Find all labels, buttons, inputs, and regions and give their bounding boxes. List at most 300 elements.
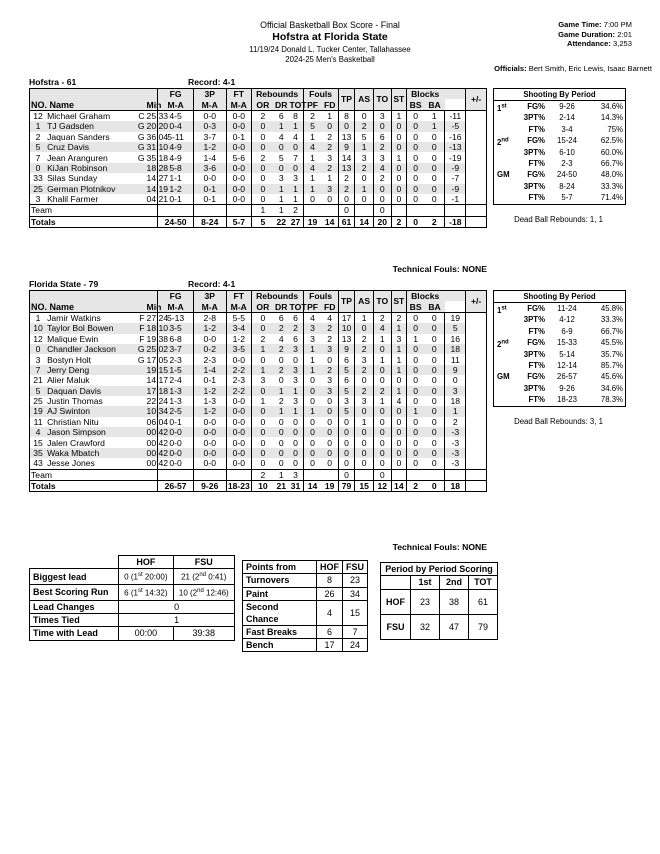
- player-bs: 0: [407, 417, 425, 427]
- lead-changes-value: 0: [119, 600, 235, 613]
- player-fd: 3: [327, 344, 333, 355]
- player-row: [30, 132, 487, 142]
- player-or: 0: [251, 458, 274, 469]
- totals-fg: 26-57: [158, 481, 193, 492]
- shooting-percent: 45.8%: [600, 304, 623, 313]
- 3p-header: 3P: [193, 89, 226, 100]
- biggest-lead-fsu: 21 (2nd 0:41): [173, 569, 234, 585]
- player-or: 0: [251, 312, 274, 323]
- shooting-stat-label: FT%: [528, 158, 545, 168]
- player-tot: 3: [293, 364, 298, 375]
- shooting-stat-label: FT%: [528, 124, 545, 134]
- player-bs: 0: [407, 354, 425, 364]
- player-number: 12: [30, 110, 47, 121]
- box-score-florida-state: [29, 290, 487, 492]
- player-ba: 0: [431, 406, 437, 417]
- player-ba: 0: [431, 152, 437, 163]
- player-bs: 0: [407, 121, 425, 131]
- player-tot: 4: [293, 131, 298, 142]
- player-tot: 1: [293, 385, 298, 396]
- player-name: Jason Simpson: [47, 427, 106, 438]
- player-bs: 0: [407, 110, 425, 121]
- shooting-made-attempted: 15-33: [557, 338, 577, 348]
- shooting-made-attempted: 24-50: [557, 170, 577, 180]
- player-number: 19: [30, 406, 47, 416]
- rebounds-header: Rebounds: [251, 291, 303, 302]
- player-3p: 0-3: [193, 121, 226, 131]
- player-as: 5: [355, 132, 374, 142]
- team-or: 2: [251, 469, 274, 480]
- player-ft: 0-0: [226, 142, 251, 152]
- points-from-label: Paint: [243, 587, 317, 600]
- period-score: 47: [440, 614, 469, 639]
- player-fd: 0: [327, 396, 333, 407]
- player-as: 0: [355, 448, 374, 458]
- player-or: 0: [251, 323, 274, 333]
- points-from-label: Bench: [243, 639, 317, 652]
- game-duration-label: Game Duration:: [558, 29, 616, 39]
- totals-pf: 14: [303, 481, 322, 492]
- player-name: KiJan Robinson: [47, 162, 108, 173]
- totals-as: 15: [355, 481, 374, 492]
- player-fd: 0: [327, 416, 333, 427]
- player-ba: 0: [431, 448, 437, 459]
- player-min: 31:10: [146, 142, 169, 153]
- shooting-row: [494, 181, 625, 192]
- player-ba: 0: [431, 437, 437, 448]
- player-min: 25:02: [146, 344, 169, 355]
- lead-col-hof: HOF: [119, 556, 173, 569]
- player-as: 0: [355, 110, 374, 121]
- player-row: [30, 142, 487, 152]
- period-score: 32: [411, 614, 440, 639]
- totals-ba: 0: [431, 481, 437, 492]
- player-fd: 3: [327, 152, 333, 163]
- pf-header: PF: [303, 301, 322, 312]
- player-tp: 0: [338, 194, 355, 205]
- shooting-stat-label: 3PT%: [523, 349, 545, 359]
- player-to: 3: [373, 152, 391, 162]
- shooting-percent: 62.5%: [600, 136, 623, 146]
- player-tot: 3: [293, 375, 298, 386]
- player-min: 14:19: [146, 183, 169, 194]
- player-dr: 1: [278, 406, 284, 417]
- totals-fg: 24-50: [158, 216, 193, 227]
- player-ft: 2-2: [226, 386, 251, 396]
- player-to: 0: [373, 458, 391, 469]
- player-tp: 10: [338, 323, 355, 333]
- player-fg: 5-13: [158, 312, 193, 323]
- player-to: 4: [373, 323, 391, 333]
- player-name: Jerry Deng: [47, 364, 90, 375]
- player-ft: 5-5: [226, 312, 251, 323]
- player-name: Chandler Jackson G: [47, 344, 145, 355]
- player-tot: 7: [293, 152, 298, 163]
- team-record-hofstra: Record: 4-1: [188, 77, 236, 87]
- player-min: 00:42: [146, 448, 169, 459]
- player-bs: 0: [407, 375, 425, 385]
- period-team: HOF: [381, 589, 411, 614]
- player-position: C: [138, 110, 145, 121]
- player-or: 0: [251, 354, 274, 364]
- player-row: [30, 334, 487, 344]
- player-position: G: [137, 121, 145, 132]
- shooting-row: [494, 349, 625, 360]
- shooting-row: [494, 360, 625, 371]
- points-hof: 26: [317, 587, 343, 600]
- player-tot: 0: [293, 437, 298, 448]
- player-ba: 0: [431, 323, 437, 334]
- points-from-label: Second Chance: [243, 600, 317, 625]
- totals-3p: 9-26: [193, 481, 226, 492]
- game-title: Hofstra at Florida State: [272, 31, 388, 43]
- period-label: 2nd: [497, 339, 509, 349]
- player-ba: 0: [431, 194, 437, 205]
- player-to: 0: [373, 427, 391, 437]
- player-3p: 0-2: [193, 344, 226, 354]
- player-tot: 0: [293, 448, 298, 459]
- shooting-made-attempted: 5-14: [559, 349, 575, 359]
- game-venue: 11/19/24 Donald L. Tucker Center, Tallahassee: [249, 45, 411, 54]
- totals-tot: 27: [290, 216, 301, 227]
- player-number: 10: [30, 323, 47, 333]
- player-row: [30, 365, 487, 375]
- player-tp: 2: [338, 184, 355, 194]
- ft-ma-header: M-A: [226, 301, 251, 312]
- points-hof: 8: [317, 574, 343, 587]
- player-tot: 6: [293, 333, 298, 344]
- to-header: TO: [373, 291, 391, 313]
- player-fd: 3: [327, 385, 333, 396]
- technical-fouls-florida-state: Technical Fouls: NONE: [392, 542, 487, 552]
- totals-row: [30, 216, 487, 227]
- player-fg: 6-8: [158, 334, 193, 344]
- player-dr: 4: [278, 131, 284, 142]
- best-run-label: Best Scoring Run: [30, 584, 119, 600]
- player-bs: 1: [407, 334, 425, 344]
- player-fg: 5-8: [158, 163, 193, 173]
- player-fd: 3: [327, 183, 333, 194]
- player-fg: 4-9: [158, 142, 193, 152]
- player-st: 0: [391, 437, 407, 447]
- player-bs: 0: [407, 344, 425, 354]
- or-header: OR: [251, 99, 274, 110]
- player-position: G: [137, 344, 145, 355]
- totals-tp: 79: [338, 481, 355, 492]
- shooting-made-attempted: 11-24: [557, 304, 577, 313]
- player-dr: 1: [278, 121, 284, 132]
- player-row: [30, 163, 487, 173]
- player-plus-minus: -3: [445, 448, 466, 458]
- player-tp: 13: [338, 334, 355, 344]
- player-pf: 1: [303, 132, 322, 142]
- player-min: 14:27: [146, 173, 169, 184]
- player-ft: 0-0: [226, 406, 251, 416]
- player-or: 0: [251, 437, 274, 447]
- player-ba: 0: [431, 131, 437, 142]
- shooting-made-attempted: 6-9: [561, 326, 573, 336]
- player-number: 2: [30, 132, 47, 142]
- player-st: 4: [391, 396, 407, 406]
- shooting-percent: 35.7%: [600, 349, 623, 359]
- player-fg: 0-0: [158, 448, 193, 458]
- period-col: 2nd: [440, 576, 469, 589]
- player-dr: 0: [278, 162, 284, 173]
- player-tp: 3: [338, 396, 355, 406]
- player-as: 0: [355, 375, 374, 385]
- player-ft: 0-0: [226, 448, 251, 458]
- shooting-by-period-florida-state: [493, 290, 626, 407]
- player-ft: 2-2: [226, 365, 251, 375]
- totals-or: 5: [251, 216, 274, 227]
- totals-bs: 2: [407, 481, 425, 492]
- period-col: TOT: [469, 576, 498, 589]
- attendance-label: Attendance:: [566, 39, 611, 48]
- player-ft: 3-5: [226, 344, 251, 354]
- totals-tp: 61: [338, 216, 355, 227]
- player-plus-minus: -3: [445, 458, 466, 469]
- shooting-row: [494, 135, 625, 146]
- player-fg: 1-1: [158, 173, 193, 183]
- player-tp: 14: [338, 152, 355, 162]
- player-number: 15: [30, 437, 47, 447]
- player-fg: 1-5: [158, 365, 193, 375]
- team-dr: 1: [278, 205, 284, 216]
- player-pf: 0: [303, 437, 322, 447]
- player-tot: 1: [293, 406, 298, 417]
- player-fd: 0: [327, 194, 333, 205]
- player-3p: 0-0: [193, 173, 226, 183]
- player-tot: 3: [293, 173, 298, 184]
- player-min: 18:10: [146, 323, 169, 334]
- points-fsu: 23: [343, 574, 368, 587]
- player-ft: 2-3: [226, 375, 251, 385]
- player-ft: 0-0: [226, 354, 251, 364]
- player-name: Cruz Davis G: [47, 142, 145, 153]
- shooting-percent: 75%: [607, 124, 623, 134]
- player-tp: 0: [338, 437, 355, 447]
- player-tot: 6: [293, 312, 298, 323]
- player-bs: 0: [407, 163, 425, 173]
- player-as: 0: [355, 406, 374, 416]
- shooting-row: [494, 337, 625, 348]
- player-dr: 6: [278, 312, 284, 323]
- player-bs: 0: [407, 152, 425, 162]
- player-ft: 0-0: [226, 110, 251, 121]
- player-ft: 0-0: [226, 184, 251, 194]
- player-as: 1: [355, 312, 374, 323]
- fg-ma-header: M-A: [158, 301, 193, 312]
- player-pf: 1: [303, 152, 322, 162]
- player-number: 35: [30, 448, 47, 458]
- player-st: 1: [391, 152, 407, 162]
- shooting-stat-label: 3PT%: [523, 113, 545, 123]
- player-fg: 0-1: [158, 417, 193, 427]
- times-tied-value: 1: [119, 613, 235, 626]
- player-3p: 0-0: [193, 334, 226, 344]
- player-dr: 0: [278, 437, 284, 448]
- player-row: [30, 323, 487, 333]
- officials-names: Bert Smith, Eric Lewis, Isaac Barnett: [528, 64, 652, 73]
- player-pf: 1: [303, 184, 322, 194]
- player-or: 0: [251, 427, 274, 437]
- player-bs: 0: [407, 142, 425, 152]
- shooting-row: [494, 124, 625, 135]
- shooting-stat-label: FG%: [527, 338, 545, 348]
- player-number: 7: [30, 365, 47, 375]
- player-row: [30, 173, 487, 183]
- shooting-made-attempted: 9-26: [559, 102, 575, 111]
- shooting-stat-label: 3PT%: [523, 181, 545, 191]
- totals-dr: 21: [276, 481, 287, 492]
- player-st: 1: [391, 323, 407, 333]
- player-fd: 1: [327, 173, 333, 184]
- player-to: 0: [373, 121, 391, 131]
- st-header: ST: [391, 89, 407, 111]
- player-fd: 2: [327, 162, 333, 173]
- player-number: 4: [30, 427, 47, 437]
- totals-ft: 18-23: [227, 481, 250, 492]
- no-name-header: NO. Name: [30, 99, 146, 110]
- player-min: 19:38: [146, 333, 169, 344]
- player-3p: 0-1: [193, 194, 226, 205]
- player-as: 3: [355, 152, 374, 162]
- times-tied-label: Times Tied: [30, 613, 119, 626]
- points-hof: 6: [317, 625, 343, 638]
- fd-header: FD: [323, 301, 336, 312]
- fg-ma-header: M-A: [158, 99, 193, 110]
- player-pf: 0: [303, 386, 322, 396]
- player-min: 00:42: [146, 427, 169, 438]
- time-with-lead-hof: 00:00: [119, 627, 173, 640]
- player-3p: 3-6: [193, 163, 226, 173]
- player-fg: 1-3: [158, 386, 193, 396]
- team-record-florida-state: Record: 4-1: [188, 279, 236, 289]
- player-st: 0: [391, 406, 407, 416]
- blocks-header: Blocks: [407, 89, 466, 100]
- shooting-made-attempted: 3-4: [561, 124, 573, 134]
- period-label: 1st: [497, 103, 507, 113]
- player-row: [30, 386, 487, 396]
- player-st: 1: [391, 344, 407, 354]
- player-or: 2: [251, 334, 274, 344]
- player-ft: 1-2: [226, 334, 251, 344]
- player-dr: 2: [278, 323, 284, 334]
- player-ba: 0: [431, 344, 437, 355]
- player-st: 1: [391, 354, 407, 364]
- period-label: 2nd: [497, 137, 509, 147]
- player-fd: 2: [327, 142, 333, 153]
- shooting-made-attempted: 12-14: [557, 360, 577, 370]
- points-from-row: [243, 587, 368, 600]
- player-to: 0: [373, 448, 391, 458]
- shooting-percent: 71.4%: [600, 193, 623, 203]
- player-3p: 0-1: [193, 184, 226, 194]
- player-plus-minus: 11: [445, 354, 466, 364]
- player-to: 0: [373, 344, 391, 354]
- shooting-row: [494, 101, 625, 112]
- player-as: 0: [355, 427, 374, 437]
- player-ba: 0: [431, 416, 437, 427]
- shooting-made-attempted: 2-14: [559, 113, 575, 123]
- player-tot: 0: [293, 416, 298, 427]
- totals-ft: 5-7: [226, 216, 251, 227]
- player-st: 0: [391, 458, 407, 469]
- totals-to: 20: [373, 216, 391, 227]
- player-as: 3: [355, 396, 374, 406]
- dead-ball-rebounds-hofstra: Dead Ball Rebounds: 1, 1: [514, 215, 603, 224]
- player-tp: 0: [338, 458, 355, 469]
- min-header: Min: [146, 99, 162, 110]
- shooting-made-attempted: 8-24: [559, 181, 575, 191]
- period-team: FSU: [381, 614, 411, 639]
- player-dr: 0: [278, 375, 284, 386]
- player-as: 2: [355, 344, 374, 354]
- player-to: 0: [373, 437, 391, 447]
- game-duration: 2:01: [617, 29, 632, 39]
- player-3p: 2-8: [193, 312, 226, 323]
- shooting-stat-label: FG%: [527, 136, 545, 146]
- player-tp: 17: [338, 312, 355, 323]
- player-dr: 5: [278, 152, 284, 163]
- player-name: AJ Swinton: [47, 406, 91, 417]
- player-dr: 1: [278, 183, 284, 194]
- points-fsu: 15: [343, 600, 368, 625]
- dr-header: DR: [275, 99, 288, 110]
- dead-ball-rebounds-florida-state: Dead Ball Rebounds: 3, 1: [514, 417, 603, 426]
- points-from-row: [243, 625, 368, 638]
- team-tp: 0: [338, 205, 355, 216]
- player-or: 0: [251, 406, 274, 416]
- player-tot: 3: [293, 396, 298, 407]
- totals-st: 2: [391, 216, 407, 227]
- shooting-row: [494, 147, 625, 158]
- ft-header: FT: [226, 291, 251, 302]
- player-name: Jaquan Sanders G: [47, 131, 145, 142]
- player-fd: 0: [327, 458, 333, 469]
- player-plus-minus: 19: [445, 312, 466, 323]
- player-fg: 0-0: [158, 437, 193, 447]
- player-dr: 6: [278, 110, 284, 121]
- player-as: 2: [355, 121, 374, 131]
- player-number: 33: [30, 173, 47, 183]
- player-min: 06:04: [146, 416, 169, 427]
- player-or: 0: [251, 194, 274, 205]
- shooting-percent: 66.7%: [600, 326, 623, 336]
- player-bs: 0: [407, 173, 425, 183]
- totals-fd: 14: [324, 216, 335, 227]
- player-pf: 5: [303, 121, 322, 131]
- player-as: 3: [355, 354, 374, 364]
- player-fg: 0-0: [158, 458, 193, 469]
- team-dr: 1: [278, 469, 284, 480]
- player-3p: 0-0: [193, 427, 226, 437]
- player-pf: 1: [303, 354, 322, 364]
- player-fg: 2-5: [158, 406, 193, 416]
- player-tot: 0: [293, 354, 298, 365]
- game-time-label: Game Time:: [558, 20, 602, 29]
- shooting-title: Shooting By Period: [494, 89, 625, 101]
- player-tp: 13: [338, 163, 355, 173]
- player-ft: 0-0: [226, 427, 251, 437]
- player-or: 1: [251, 344, 274, 354]
- player-pf: 3: [303, 334, 322, 344]
- player-pf: 0: [303, 194, 322, 205]
- player-ba: 0: [431, 375, 437, 386]
- player-as: 2: [355, 365, 374, 375]
- player-row: [30, 427, 487, 437]
- shooting-percent: 14.3%: [600, 113, 623, 123]
